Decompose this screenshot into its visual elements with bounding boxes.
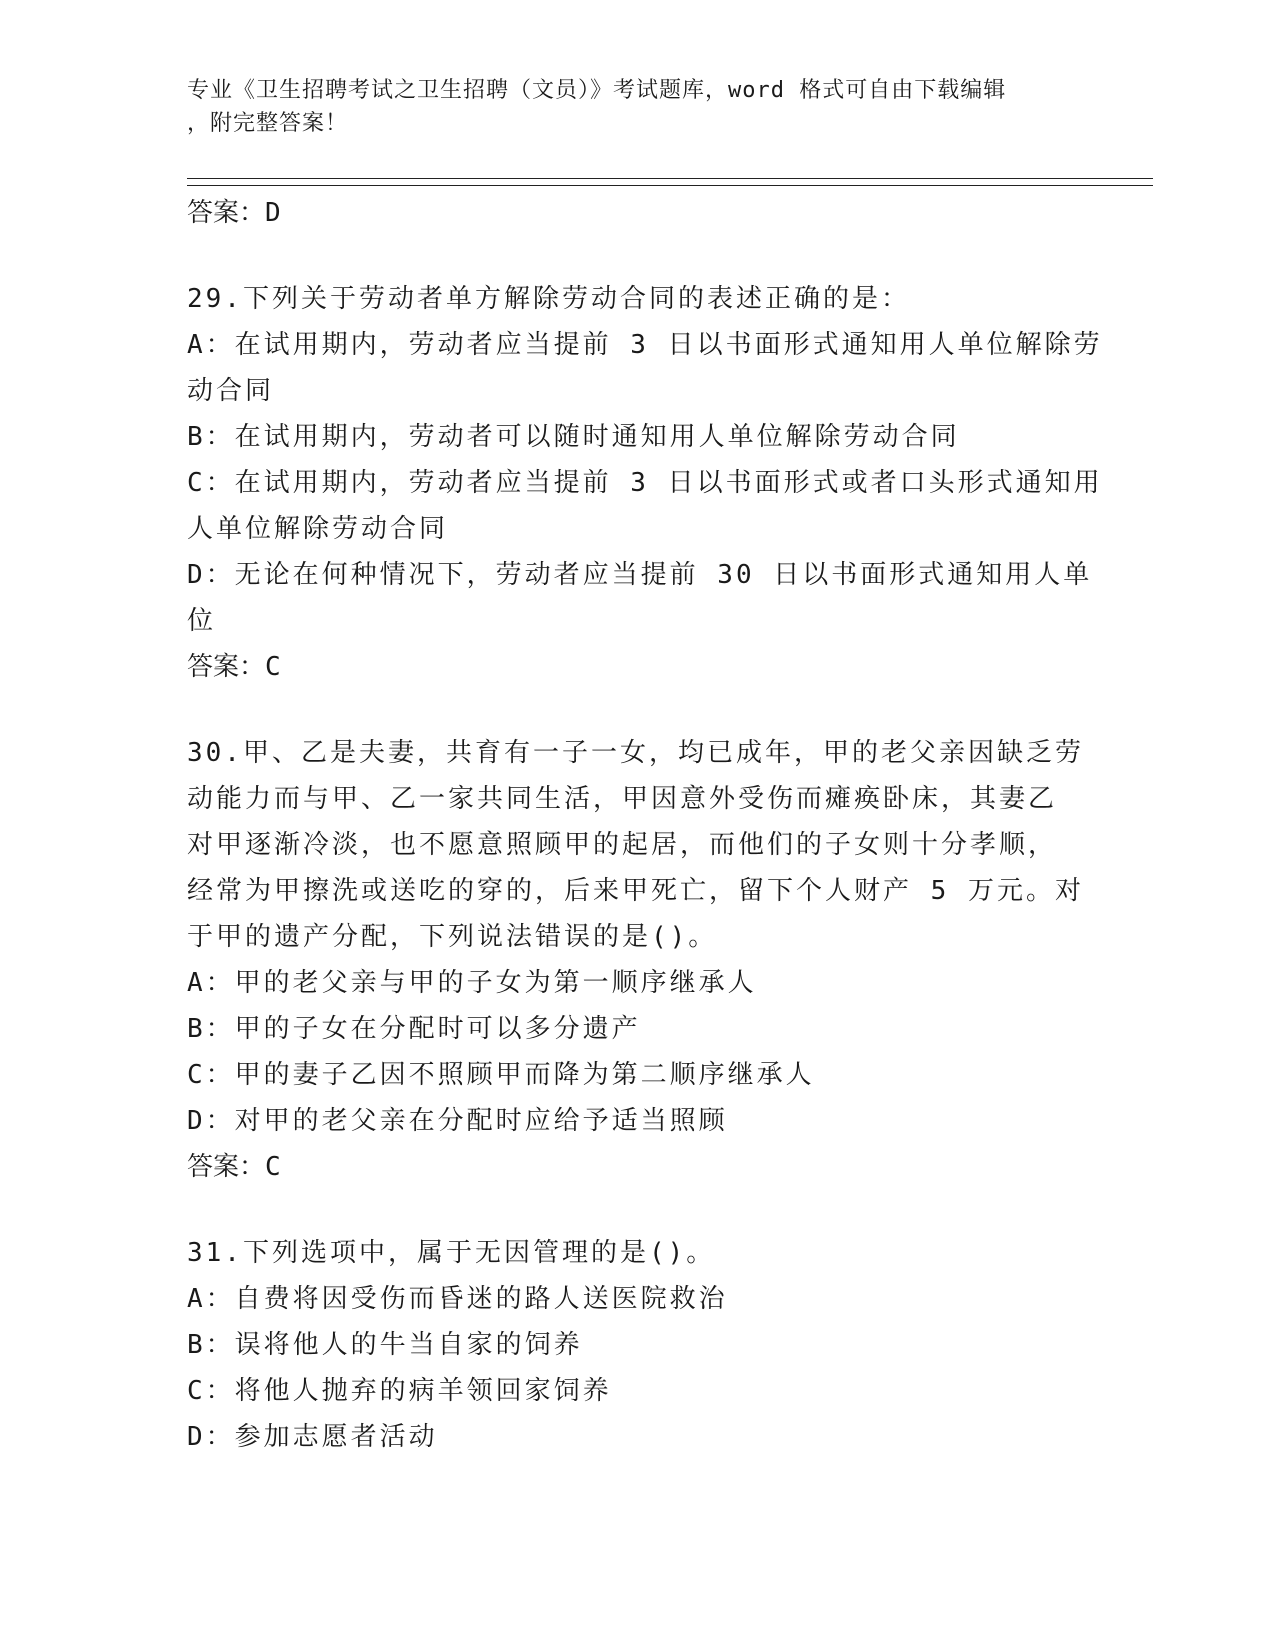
option-a: A：甲的老父亲与甲的子女为第一顺序继承人 [187,968,757,998]
question-text-line: 对甲逐渐冷淡，也不愿意照顾甲的起居，而他们的子女则十分孝顺， [187,830,1058,860]
question-31 [187,1230,1087,1460]
option-d: D：对甲的老父亲在分配时应给予适当照顾 [187,1106,728,1136]
option-d: D：参加志愿者活动 [187,1422,438,1452]
answer-line: 答案：D [187,198,281,228]
question-text-line: 29.下列关于劳动者单方解除劳动合同的表述正确的是： [187,284,910,314]
question-29 [187,276,1103,690]
header-line-1: 专业《卫生招聘考试之卫生招聘（文员）》考试题库，word 格式可自由下载编辑 [187,78,1007,103]
question-text-line: 动能力而与甲、乙一家共同生活，甲因意外受伤而瘫痪卧床，其妻乙 [187,784,1058,814]
question-text-line: 于甲的遗产分配，下列说法错误的是()。 [187,922,718,952]
option-a-continued: 动合同 [187,376,275,406]
option-c: C：在试用期内，劳动者应当提前 3 日以书面形式或者口头形式通知用 [187,468,1103,498]
document-body [187,190,1103,1460]
document-header [187,74,1067,140]
question-text-line: 31.下列选项中，属于无因管理的是()。 [187,1238,716,1268]
question-text-line: 30.甲、乙是夫妻，共育有一子一女，均已成年，甲的老父亲因缺乏劳 [187,738,1084,768]
option-d-continued: 位 [187,606,217,636]
question-30 [187,730,1087,1190]
option-d: D：无论在何种情况下，劳动者应当提前 30 日以书面形式通知用人单 [187,560,1093,590]
answer-line: 答案：C [187,652,281,682]
question-text-line: 经常为甲擦洗或送吃的穿的，后来甲死亡，留下个人财产 5 万元。对 [187,876,1084,906]
option-a: A：自费将因受伤而昏迷的路人送医院救治 [187,1284,728,1314]
option-c: C：甲的妻子乙因不照顾甲而降为第二顺序继承人 [187,1060,815,1090]
answer-line: 答案：C [187,1152,281,1182]
header-line-2: ，附完整答案！ [187,111,349,136]
option-b: B：甲的子女在分配时可以多分遗产 [187,1014,641,1044]
option-b: B：在试用期内，劳动者可以随时通知用人单位解除劳动合同 [187,422,960,452]
option-a: A：在试用期内，劳动者应当提前 3 日以书面形式通知用人单位解除劳 [187,330,1103,360]
option-b: B：误将他人的牛当自家的饲养 [187,1330,583,1360]
option-c-continued: 人单位解除劳动合同 [187,514,449,544]
header-divider [187,178,1153,186]
option-c: C：将他人抛弃的病羊领回家饲养 [187,1376,612,1406]
